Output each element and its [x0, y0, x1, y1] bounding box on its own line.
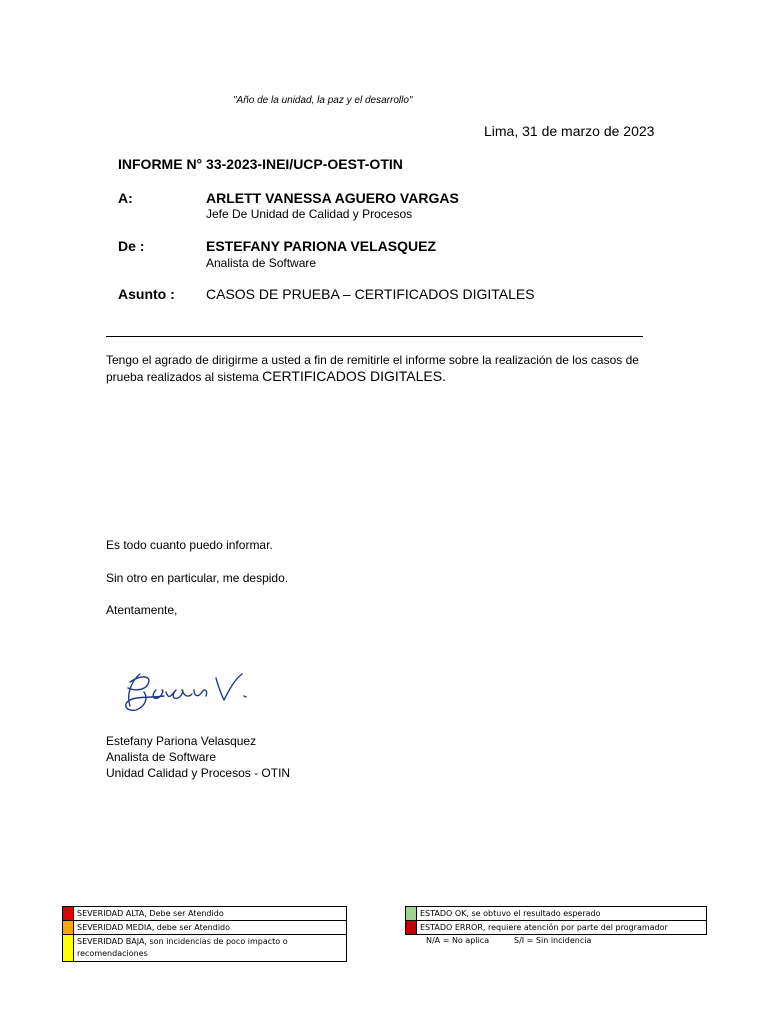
si-note: S/I = Sin incidencia — [514, 936, 592, 945]
signer-name: Estefany Pariona Velasquez — [106, 734, 257, 748]
to-role: Jefe De Unidad de Calidad y Procesos — [206, 207, 413, 221]
report-number: INFORME N° 33-2023-INEI/UCP-OEST-OTIN — [118, 156, 403, 172]
severity-low-label: SEVERIDAD BAJA, son incidencias de poco impacto o recomendaciones — [74, 935, 347, 962]
legend-row — [63, 907, 347, 921]
status-error-label: ESTADO ERROR, requiere atención por parte del programador — [417, 921, 707, 935]
body-paragraph — [106, 352, 666, 385]
severity-low-swatch — [63, 935, 74, 962]
signer-role: Analista de Software — [106, 750, 217, 764]
divider — [106, 336, 643, 337]
to-label: A: — [118, 190, 133, 206]
closing-line-3: Atentamente, — [106, 603, 178, 617]
motto: "Año de la unidad, la paz y el desarrollo" — [233, 95, 413, 106]
status-error-swatch — [406, 921, 417, 935]
signature-block — [106, 733, 290, 781]
from-name: ESTEFANY PARIONA VELASQUEZ — [206, 238, 436, 254]
report-date: Lima, 31 de marzo de 2023 — [484, 123, 655, 139]
handwritten-signature — [118, 660, 258, 720]
status-ok-label: ESTADO OK, se obtuvo el resultado esperado — [417, 907, 707, 921]
status-ok-swatch — [406, 907, 417, 921]
from-label: De : — [118, 238, 145, 254]
to-name: ARLETT VANESSA AGUERO VARGAS — [206, 190, 459, 206]
subject-text: CASOS DE PRUEBA – CERTIFICADOS DIGITALES — [206, 286, 535, 302]
severity-high-label: SEVERIDAD ALTA, Debe ser Atendido — [74, 907, 347, 921]
legend-row — [406, 921, 707, 935]
severity-legend — [62, 906, 347, 962]
legend-row — [406, 907, 707, 921]
legend-row — [63, 935, 347, 962]
closing-line-1: Es todo cuanto puedo informar. — [106, 538, 273, 552]
legend-row — [63, 921, 347, 935]
signer-unit: Unidad Calidad y Procesos - OTIN — [106, 766, 291, 780]
severity-medium-label: SEVERIDAD MEDIA, debe ser Atendido — [74, 921, 347, 935]
subject-label: Asunto : — [118, 286, 175, 302]
system-name: CERTIFICADOS DIGITALES — [262, 368, 443, 384]
body-intro-end: . — [442, 368, 446, 384]
closing-line-2: Sin otro en particular, me despido. — [106, 571, 289, 585]
severity-high-swatch — [63, 907, 74, 921]
status-legend — [405, 906, 707, 935]
severity-medium-swatch — [63, 921, 74, 935]
body-intro: Tengo el agrado de dirigirme a usted a fin de remitirle el informe sobre la realización de los casos de prueba realizados al sistema — [106, 353, 639, 384]
from-role: Analista de Software — [206, 256, 317, 270]
na-note: N/A = No aplica — [426, 936, 490, 945]
